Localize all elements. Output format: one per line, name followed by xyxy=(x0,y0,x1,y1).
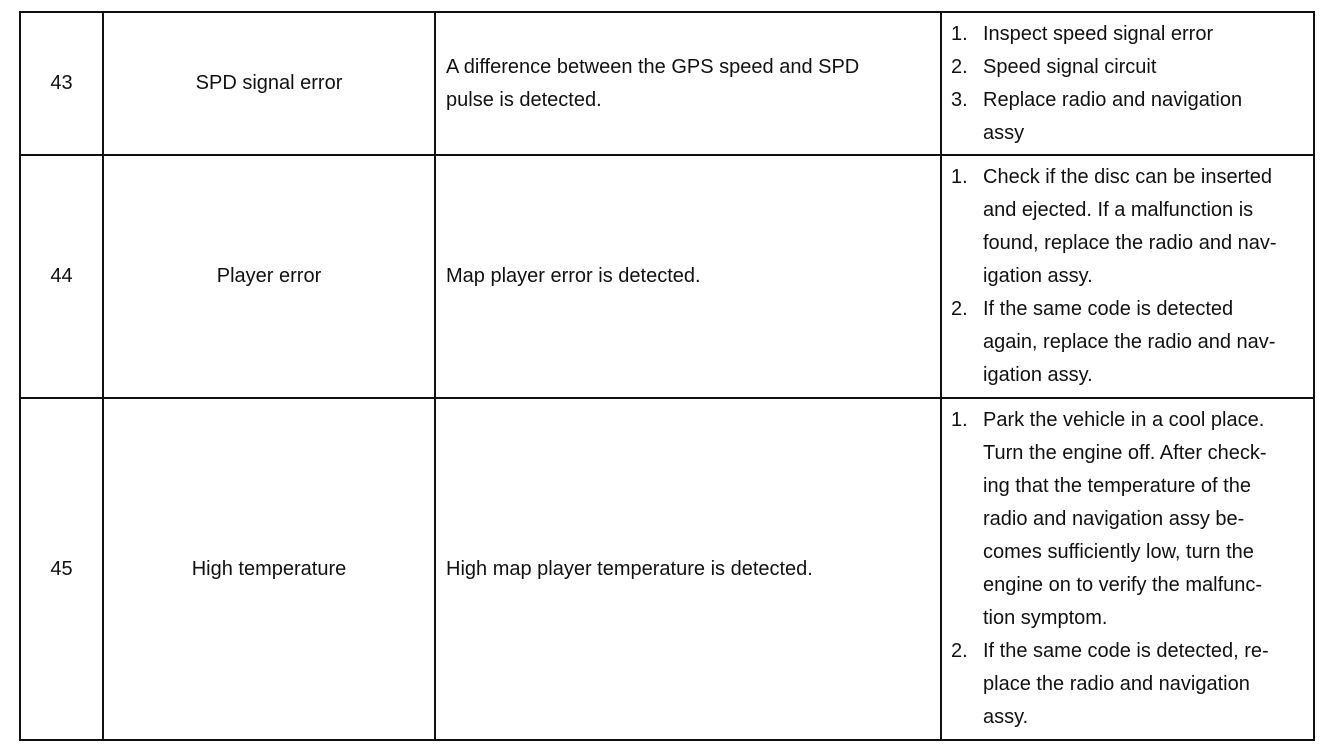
text-line: assy xyxy=(983,121,1025,144)
detection-item: High temperature xyxy=(103,398,435,740)
list-item-number: 1. xyxy=(951,22,968,45)
trouble-condition xyxy=(435,155,941,398)
trouble-area-list xyxy=(951,18,1305,150)
list-item-text xyxy=(983,635,1305,734)
text-line: engine on to verify the malfunc- xyxy=(983,574,1263,596)
text-line: Inspect speed signal error xyxy=(983,22,1214,45)
list-item-number: 1. xyxy=(951,166,968,188)
list-item-number: 2. xyxy=(951,298,968,320)
trouble-area xyxy=(941,12,1314,155)
condition-line: Map player error is detected. xyxy=(446,265,701,287)
text-line: Replace radio and navigation xyxy=(983,88,1243,111)
table-row xyxy=(20,155,1314,398)
text-line: Turn the engine off. After check- xyxy=(983,442,1267,464)
trouble-area xyxy=(941,155,1314,398)
list-item-number: 2. xyxy=(951,55,968,78)
dtc-code: 43 xyxy=(20,12,103,155)
list-item xyxy=(951,161,1305,293)
text-line: comes sufficiently low, turn the xyxy=(983,541,1254,563)
trouble-area xyxy=(941,398,1314,740)
dtc-table xyxy=(19,11,1315,741)
table-row xyxy=(20,398,1314,740)
detection-item: SPD signal error xyxy=(103,12,435,155)
condition-line: pulse is detected. xyxy=(446,88,602,111)
trouble-area-list xyxy=(951,404,1305,734)
trouble-condition xyxy=(435,398,941,740)
text-line: Speed signal circuit xyxy=(983,55,1157,78)
list-item xyxy=(951,635,1305,734)
list-item xyxy=(951,18,1305,51)
trouble-condition xyxy=(435,12,941,155)
condition-line: A difference between the GPS speed and SPD xyxy=(446,55,860,78)
text-line: If the same code is detected, re- xyxy=(983,640,1269,662)
text-line: igation assy. xyxy=(983,364,1093,386)
text-line: and ejected. If a malfunction is xyxy=(983,199,1254,221)
text-line: igation assy. xyxy=(983,265,1093,287)
list-item-text xyxy=(983,404,1305,635)
text-line: tion symptom. xyxy=(983,607,1108,629)
list-item-number: 1. xyxy=(951,409,968,431)
text-line: If the same code is detected xyxy=(983,298,1234,320)
list-item-text xyxy=(983,84,1305,150)
detection-item: Player error xyxy=(103,155,435,398)
list-item-number: 3. xyxy=(951,88,968,111)
list-item-text xyxy=(983,293,1305,392)
list-item-text xyxy=(983,161,1305,293)
text-line: Check if the disc can be inserted xyxy=(983,166,1273,188)
text-line: assy. xyxy=(983,706,1029,728)
condition-line: High map player temperature is detected. xyxy=(446,557,813,580)
list-item xyxy=(951,51,1305,84)
text-line: radio and navigation assy be- xyxy=(983,508,1245,530)
dtc-code: 44 xyxy=(20,155,103,398)
list-item xyxy=(951,293,1305,392)
text-line: found, replace the radio and nav- xyxy=(983,232,1277,254)
list-item xyxy=(951,84,1305,150)
trouble-area-list xyxy=(951,161,1305,392)
text-line: place the radio and navigation xyxy=(983,673,1250,695)
table-row xyxy=(20,12,1314,155)
list-item-text xyxy=(983,51,1305,84)
text-line: Park the vehicle in a cool place. xyxy=(983,409,1265,431)
list-item-number: 2. xyxy=(951,640,968,662)
text-line: again, replace the radio and nav- xyxy=(983,331,1276,353)
list-item-text xyxy=(983,18,1305,51)
dtc-code: 45 xyxy=(20,398,103,740)
list-item xyxy=(951,404,1305,635)
text-line: ing that the temperature of the xyxy=(983,475,1251,497)
